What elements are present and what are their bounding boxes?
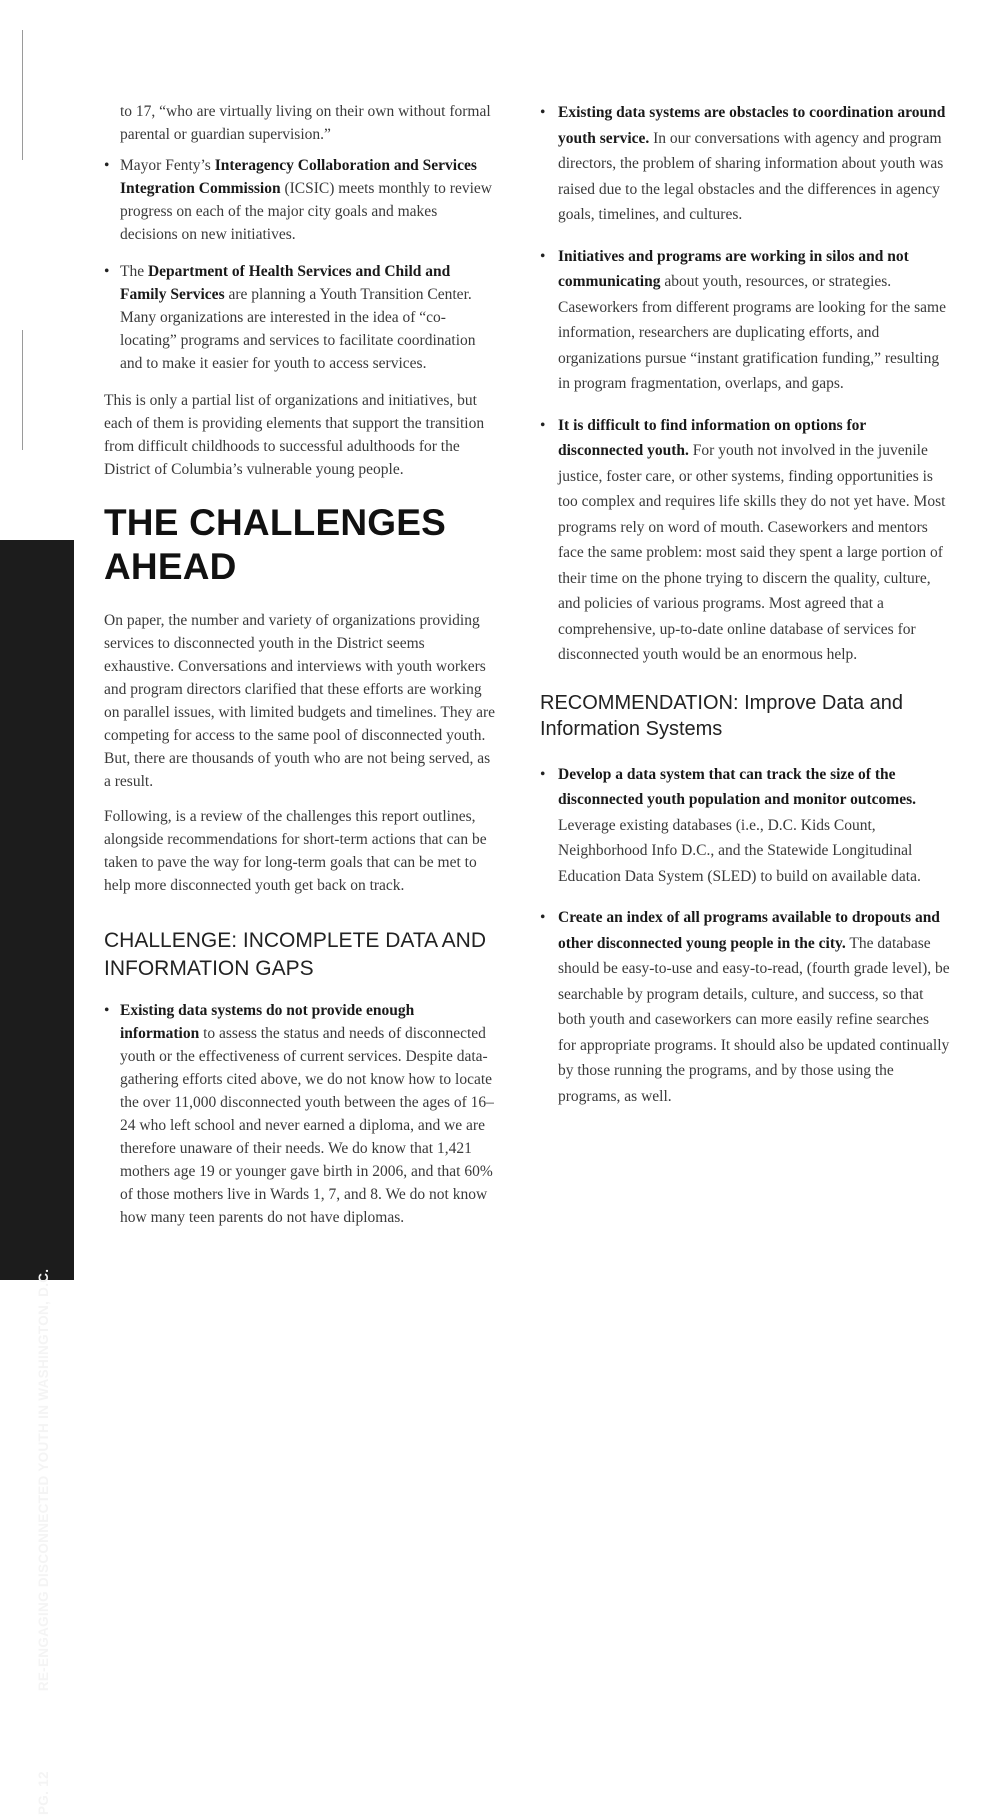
challenge-heading: CHALLENGE: INCOMPLETE DATA AND INFORMATION GAPS: [104, 929, 486, 980]
list-item-bold: Interagency Collaboration and Services Integration Commission: [120, 157, 477, 197]
section-title: THE CHALLENGES AHEAD: [104, 502, 446, 587]
running-title: RE-ENGAGING DISCONNECTED YOUTH IN WASHINGTON, D.C.: [36, 1268, 51, 1692]
list-item-bold: It is difficult to find information on options for disconnected youth.: [558, 416, 867, 459]
sidebar-text: [36, 1269, 52, 1815]
bullet-icon: •: [540, 909, 546, 926]
bullet-icon: •: [104, 1002, 110, 1019]
list-item: • Create an index of all programs available to dropouts and other disconnected young people in the city. The database should be easy-to-use and easy-to-read, (fourth grade level), be searchable by program details, culture, and success, so that both youth and caseworkers can more easily refine searches for appropriate programs. It should also be updated continually by those running the programs, and by those using the programs, as well.: [540, 905, 950, 1109]
list-item: • Mayor Fenty’s Interagency Collaboration and Services Integration Commission (ICSIC) meets monthly to review progress on each of the major city goals and makes decisions on new initiatives.: [104, 154, 496, 246]
recommendation-heading: RECOMMENDATION: Improve Data and Information Systems: [540, 691, 904, 740]
list-item-bold: Existing data systems are obstacles to coordination around youth service.: [558, 104, 946, 147]
bullet-icon: •: [104, 157, 110, 174]
list-item: • The Department of Health Services and Child and Family Services are planning a Youth Transition Center. Many organizations are interested in the idea of “co-locating” programs and services to facilitate coordination and to make it easier for youth to access services.: [104, 260, 496, 375]
list-item-bold: Existing data systems do not provide enough information: [120, 1002, 415, 1042]
list-item: • Develop a data system that can track the size of the disconnected youth population and monitor outcomes. Leverage existing databases (i.e., D.C. Kids Count, Neighborhood Info D.C., and the Statewide Longitudinal Education Data System (SLED) to build on available data.: [540, 762, 950, 890]
bullet-icon: •: [540, 765, 546, 783]
list-item: • It is difficult to find information on options for disconnected youth. For youth not involved in the juvenile justice, foster care, or other systems, finding opportunities is too complex and requires life skills they do not yet have. Most programs rely on word of mouth. Caseworkers and mentors face the same problem: most said they spent a large portion of their time on the phone trying to discern the quality, culture, and policies of various programs. Most agreed that a comprehensive, up-to-date online database of services for disconnected youth would be an enormous help.: [540, 413, 950, 668]
right-column: [540, 100, 950, 1125]
sidebar-band: [0, 540, 74, 1815]
left-column: [104, 100, 496, 1243]
bullet-icon: •: [104, 263, 110, 280]
bullet-icon: •: [540, 416, 546, 434]
list-item-bold: Create an index of all programs available to dropouts and other disconnected young people in the city.: [558, 909, 940, 952]
body-paragraph: Following, is a review of the challenges this report outlines, alongside recommendations for short-term actions that can be taken to pave the way for long-term goals that can be met to help more disconnected youth get back on track.: [104, 808, 487, 894]
body-paragraph: On paper, the number and variety of organizations providing services to disconnected youth in the District seems exhaustive. Conversations and interviews with youth workers and program directors clarified that these efforts are working on parallel issues, with limited budgets and timelines. They are competing for access to the same pool of disconnected youth. But, there are thousands of youth who are not being served, as a result.: [104, 612, 496, 790]
continuation-text: to 17, “who are virtually living on their own without formal parental or guardian supervision.”: [120, 103, 491, 143]
body-paragraph: This is only a partial list of organizations and initiatives, but each of them is providing elements that support the transition from difficult childhoods to successful adulthoods for the District of Columbia’s vulnerable young people.: [104, 392, 485, 478]
list-item-bold: Department of Health Services and Child and Family Services: [120, 263, 451, 303]
list-item: • Initiatives and programs are working in silos and not communicating about youth, resources, or strategies. Caseworkers from different programs are looking for the same information, researchers are duplicating efforts, and organizations pursue “instant gratification funding,” resulting in program fragmentation, overlaps, and gaps.: [540, 244, 950, 397]
page-number: PG. 12: [36, 1771, 51, 1815]
list-item-bold: Develop a data system that can track the size of the disconnected youth population and monitor outcomes.: [558, 765, 916, 808]
list-item: • Existing data systems are obstacles to coordination around youth service. In our conversations with agency and program directors, the problem of sharing information about youth was raised due to the legal obstacles and the differences in agency goals, timelines, and cultures.: [540, 100, 950, 228]
scan-edge-mark: [22, 30, 23, 160]
list-item-bold: Initiatives and programs are working in silos and not communicating: [558, 247, 909, 290]
list-item: • Existing data systems do not provide enough information to assess the status and needs of disconnected youth or the effectiveness of current services. Despite data-gathering efforts cited above, we do not know how to locate the over 11,000 disconnected youth between the ages of 16–24 who left school and never earned a diploma, and we are therefore unaware of their needs. We do know that 1,421 mothers age 19 or younger gave birth in 2006, and that 60% of those mothers live in Wards 1, 7, and 8. We do not know how many teen parents do not have diplomas.: [104, 999, 496, 1229]
bullet-icon: •: [540, 247, 546, 265]
bullet-icon: •: [540, 104, 546, 121]
scan-edge-mark: [22, 330, 23, 450]
